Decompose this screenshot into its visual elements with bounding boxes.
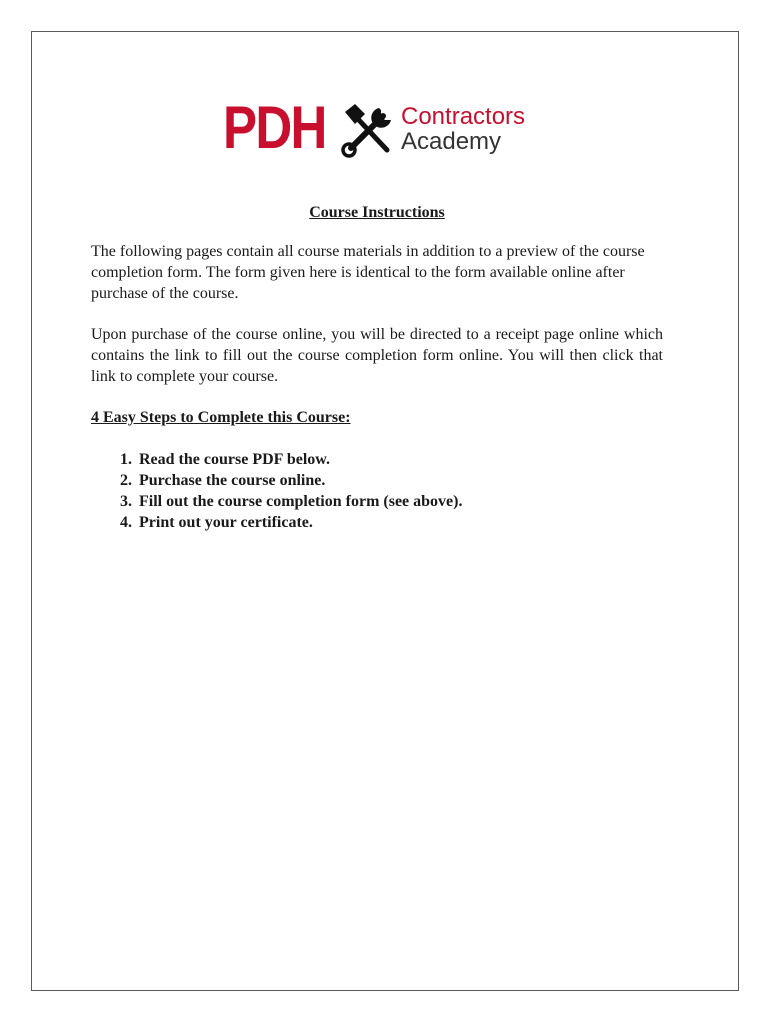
logo-line-academy: Academy <box>401 128 502 155</box>
logo-line-contractors: Contractors <box>401 103 526 130</box>
step-item: 3. Fill out the course completion form (see above). <box>136 491 663 512</box>
page-title: Course Instructions <box>309 204 445 221</box>
step-item: 2. Purchase the course online. <box>136 470 663 491</box>
step-item: 4. Print out your certificate. <box>136 512 663 533</box>
hammer-wrench-icon <box>341 102 397 158</box>
document-page <box>31 31 739 991</box>
steps-heading: 4 Easy Steps to Complete this Course: <box>91 409 351 426</box>
logo-brand-mark: PDH <box>223 94 326 161</box>
instructions-content <box>91 202 663 533</box>
purchase-paragraph: Upon purchase of the course online, you will be directed to a receipt page online which contains the link to fill out the course completion form online. You will then click that link to complete your course. <box>91 326 663 385</box>
intro-paragraph: The following pages contain all course materials in addition to a preview of the course completion form. The form given here is identical to the form available online after purchase of the course. <box>91 243 645 302</box>
pdh-contractors-academy-logo <box>223 94 553 161</box>
step-item: 1. Read the course PDF below. <box>136 449 663 470</box>
steps-list <box>91 449 663 533</box>
